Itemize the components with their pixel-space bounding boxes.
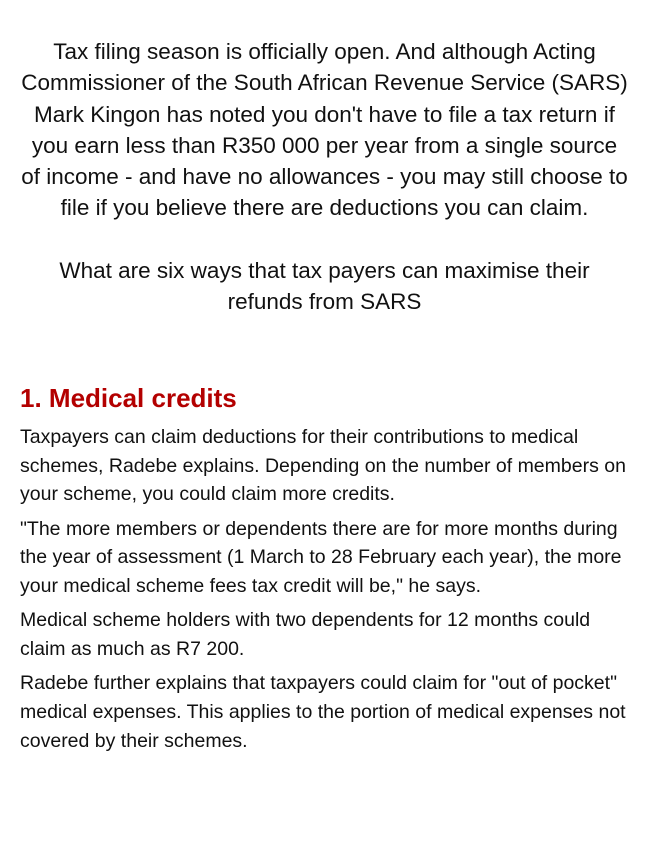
body-paragraph: Radebe further explains that taxpayers could claim for "out of pocket" medical expenses. This applies to the portion of medical expenses not covered by their schemes. (20, 672, 626, 752)
section-heading: 1. Medical credits (20, 383, 237, 413)
intro-question: What are six ways that tax payers can maximise their refunds from SARS (59, 257, 590, 315)
body-paragraph: "The more members or dependents there are for more months during the year of assessment (1 March to 28 February each year), the more your medical scheme fees tax credit will be," he says. (20, 517, 622, 598)
section-body (20, 423, 632, 755)
intro-paragraph: Tax filing season is officially open. And although Acting Commissioner of the South African Revenue Service (SARS) Mark Kingon has noted you don't have to file a tax return if you earn less than R350 000 per year from a single source of income - and have no allowances - you may still choose to file if you believe there are deductions you can claim. (21, 39, 628, 221)
body-paragraph: Taxpayers can claim deductions for their contributions to medical schemes, Radebe explains. Depending on the number of members on your scheme, you could claim more credits. (20, 426, 626, 506)
article-intro (20, 36, 629, 317)
body-paragraph: Medical scheme holders with two dependents for 12 months could claim as much as R7 200. (20, 609, 591, 660)
